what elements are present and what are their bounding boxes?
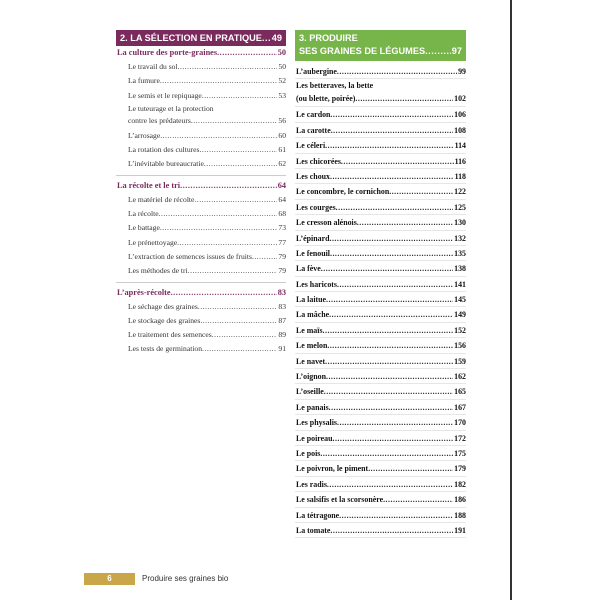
toc-entry[interactable] xyxy=(295,338,466,353)
toc-entry[interactable] xyxy=(295,400,466,415)
entry-label: Le salsifis et la scorsonère xyxy=(296,495,384,505)
entry-page: 167 xyxy=(454,402,466,412)
entry-page: 165 xyxy=(454,387,466,397)
entry-label: Le pois xyxy=(296,448,321,458)
entry-label: Le panais xyxy=(296,402,329,412)
leader-dots xyxy=(325,138,453,152)
entry-label: L’extraction de semences issues de fruits xyxy=(128,251,252,261)
leader-dots xyxy=(327,477,453,491)
entry-page: 108 xyxy=(454,125,466,135)
entry-page: 141 xyxy=(454,279,466,289)
toc-entry[interactable] xyxy=(295,138,466,153)
leader-dots xyxy=(204,157,278,171)
leader-dots xyxy=(332,431,453,445)
toc-column-left xyxy=(116,30,286,357)
leader-dots xyxy=(339,508,453,522)
leader-dots xyxy=(389,184,453,198)
entry-page: 56 xyxy=(278,115,286,125)
toc-entry[interactable] xyxy=(295,354,466,369)
toc-entry[interactable] xyxy=(295,215,466,230)
leader-dots xyxy=(329,400,453,414)
leader-dots xyxy=(202,342,277,356)
entry-page: 175 xyxy=(454,448,466,458)
leader-dots xyxy=(330,169,454,183)
toc-entry[interactable] xyxy=(116,250,286,264)
leader-dots xyxy=(337,415,453,429)
entry-label: Le travail du sol xyxy=(128,62,178,71)
entry-label: La fève xyxy=(296,264,321,274)
entry-page: 179 xyxy=(454,464,466,474)
page-edge-rule xyxy=(510,0,512,600)
entry-line2 xyxy=(296,93,466,106)
entry-page: 87 xyxy=(278,315,286,325)
entry-label: Le céleri xyxy=(296,141,326,151)
toc-entry[interactable] xyxy=(295,508,466,523)
entry-label: Les physalis xyxy=(296,418,338,428)
entry-label: Le melon xyxy=(296,341,328,351)
leader-dots xyxy=(330,523,453,537)
section-2-title: 2. LA SÉLECTION EN PRATIQUE xyxy=(120,33,262,43)
entry-label: Les courges xyxy=(296,202,336,212)
leader-dots xyxy=(188,264,278,278)
toc-entry[interactable] xyxy=(295,200,466,215)
entry-label: Le maïs xyxy=(296,325,323,335)
toc-entry[interactable] xyxy=(116,207,286,221)
leader-dots xyxy=(198,300,278,314)
toc-entry[interactable] xyxy=(116,74,286,88)
entry-label: Le navet xyxy=(296,356,326,366)
entry-label: Le cresson alénois xyxy=(296,218,357,228)
entry-page: 73 xyxy=(278,223,286,233)
leader-dots xyxy=(341,154,454,168)
toc-entry[interactable] xyxy=(295,369,466,384)
entry-page: 132 xyxy=(454,233,466,243)
entry-page: 116 xyxy=(454,156,466,166)
toc-entry[interactable] xyxy=(295,446,466,461)
leader-dots xyxy=(262,30,271,46)
entry-label: Le matériel de récolte xyxy=(128,194,195,204)
toc-entries-right xyxy=(295,64,466,538)
entry-page: 186 xyxy=(454,495,466,505)
entry-label: L’épinard xyxy=(296,233,330,243)
entry-label: Les tests de germination xyxy=(128,344,203,354)
toc-entry[interactable] xyxy=(295,184,466,199)
group-title-label: La récolte et le tri xyxy=(117,180,181,190)
group-title-page: 50 xyxy=(277,48,286,57)
entry-label: L’arrosage xyxy=(128,130,161,140)
toc-entry[interactable] xyxy=(295,123,466,138)
entry-page: 79 xyxy=(278,266,286,276)
leader-dots xyxy=(199,143,277,157)
entry-label: Les méthodes de tri xyxy=(128,266,188,276)
entry-label: Le poireau xyxy=(296,433,333,443)
leader-dots xyxy=(200,314,277,328)
toc-entry[interactable] xyxy=(295,169,466,184)
leader-dots xyxy=(326,292,453,306)
entry-page: 99 xyxy=(458,67,466,76)
entry-label-line1: Le tuteurage et la protection xyxy=(128,103,214,113)
entry-page: 188 xyxy=(454,510,466,520)
toc-entry[interactable] xyxy=(295,461,466,476)
leader-dots xyxy=(160,74,278,88)
entry-page: 191 xyxy=(454,525,466,535)
leader-dots xyxy=(212,328,278,342)
entry-page: 91 xyxy=(278,344,286,354)
leader-dots xyxy=(330,107,453,121)
toc-entry[interactable] xyxy=(295,261,466,276)
leader-dots xyxy=(177,236,277,250)
leader-dots xyxy=(324,384,453,398)
entry-label: Les haricots xyxy=(296,279,337,289)
entry-label: Les radis xyxy=(296,479,327,489)
entry-page: 102 xyxy=(454,93,466,103)
toc-entry[interactable] xyxy=(116,193,286,207)
section-3-title-line2: SES GRAINES DE LÉGUMES xyxy=(299,46,426,56)
leader-dots xyxy=(194,193,277,207)
leader-dots xyxy=(191,115,278,127)
entry-page: 118 xyxy=(454,171,466,181)
entry-label: L’inévitable bureaucratie xyxy=(128,159,204,169)
leader-dots xyxy=(329,231,453,245)
toc-entry[interactable] xyxy=(116,89,286,103)
toc-entry[interactable] xyxy=(116,129,286,143)
entry-label: L’oseille xyxy=(296,387,324,397)
entry-page: 159 xyxy=(454,356,466,366)
leader-dots xyxy=(337,277,453,291)
entry-label: La récolte xyxy=(128,209,159,219)
entry-label: Le séchage des graines xyxy=(128,301,198,311)
entry-page: 79 xyxy=(278,251,286,261)
toc-group-title[interactable] xyxy=(116,286,286,300)
group-divider xyxy=(116,282,286,283)
entry-page: 53 xyxy=(278,90,286,100)
toc-column-right xyxy=(295,30,466,538)
leader-dots xyxy=(337,64,457,78)
entry-page: 145 xyxy=(454,295,466,305)
leader-dots xyxy=(355,93,453,106)
leader-dots xyxy=(321,261,453,275)
toc-entry[interactable] xyxy=(295,292,466,307)
toc-entry[interactable] xyxy=(116,236,286,250)
leader-dots xyxy=(357,215,453,229)
section-2-page: 49 xyxy=(271,33,282,43)
toc-groups-left xyxy=(116,46,286,357)
toc-entry[interactable] xyxy=(295,323,466,338)
toc-entry[interactable] xyxy=(116,264,286,278)
entry-page: 135 xyxy=(454,248,466,258)
group-title-label: L’après-récolte xyxy=(117,287,171,297)
toc-entry[interactable] xyxy=(116,342,286,356)
entry-label-line2: (ou blette, poirée) xyxy=(296,93,356,103)
toc-entry[interactable] xyxy=(295,79,466,107)
entry-page: 122 xyxy=(454,187,466,197)
entry-line2 xyxy=(128,115,286,127)
toc-entry[interactable] xyxy=(295,246,466,261)
toc-group-title[interactable] xyxy=(116,179,286,193)
entry-page: 149 xyxy=(454,310,466,320)
entry-page: 106 xyxy=(454,110,466,120)
group-title-label: La culture des porte-graines xyxy=(117,48,218,57)
section-3-header[interactable] xyxy=(295,30,466,61)
toc-entry[interactable] xyxy=(295,277,466,292)
leader-dots xyxy=(368,461,453,475)
entry-label: Le cardon xyxy=(296,110,331,120)
entry-label: Le stockage des graines xyxy=(128,315,201,325)
entry-page: 52 xyxy=(278,76,286,86)
entry-page: 172 xyxy=(454,433,466,443)
entry-label-line1: Les betteraves, la bette xyxy=(296,81,374,91)
leader-dots xyxy=(252,250,277,264)
entry-label: Les choux xyxy=(296,171,330,181)
entry-page: 77 xyxy=(278,237,286,247)
leader-dots xyxy=(329,307,453,321)
toc-entry[interactable] xyxy=(295,107,466,122)
leader-dots xyxy=(331,123,453,137)
leader-dots xyxy=(160,221,278,235)
toc-entry[interactable] xyxy=(295,523,466,538)
entry-label: L’aubergine xyxy=(296,67,337,76)
section-3-page: 97 xyxy=(451,46,462,56)
leader-dots xyxy=(326,369,453,383)
entry-label: La mâche xyxy=(296,310,330,320)
leader-dots xyxy=(330,246,453,260)
toc-entry[interactable] xyxy=(295,431,466,446)
toc-entry[interactable] xyxy=(295,477,466,492)
toc-entry[interactable] xyxy=(116,300,286,314)
entry-label: La tétragone xyxy=(296,510,340,520)
entry-label: La rotation des cultures xyxy=(128,145,200,155)
toc-entry[interactable] xyxy=(295,154,466,169)
toc-entry[interactable] xyxy=(116,143,286,157)
footer-page-number: 6 xyxy=(84,573,135,585)
entry-page: 170 xyxy=(454,418,466,428)
toc-group-title[interactable] xyxy=(116,46,286,60)
toc-entry[interactable] xyxy=(295,64,466,79)
leader-dots xyxy=(202,89,278,103)
leader-dots xyxy=(180,179,277,193)
entry-label-line2: contre les prédateurs xyxy=(128,115,191,125)
entry-label: Les chicorées xyxy=(296,156,341,166)
entry-page: 152 xyxy=(454,325,466,335)
leader-dots xyxy=(336,200,453,214)
leader-dots xyxy=(323,323,454,337)
entry-label: La tomate xyxy=(296,525,331,535)
entry-label: Le battage xyxy=(128,223,160,233)
entry-label: La carotte xyxy=(296,125,331,135)
entry-label: Le poivron, le piment xyxy=(296,464,369,474)
footer-book-title: Produire ses graines bio xyxy=(142,574,229,583)
entry-page: 61 xyxy=(278,145,286,155)
entry-page: 64 xyxy=(278,194,286,204)
entry-label: Le concombre, le cornichon xyxy=(296,187,390,197)
section-3-title-line1: 3. PRODUIRE xyxy=(299,33,358,43)
leader-dots xyxy=(425,45,451,58)
entry-label: Le prénettoyage xyxy=(128,237,178,247)
leader-dots xyxy=(159,207,278,221)
group-divider xyxy=(116,175,286,176)
entry-label: L’oignon xyxy=(296,372,326,382)
toc-entry[interactable] xyxy=(295,231,466,246)
section-2-header[interactable] xyxy=(116,30,286,46)
entry-page: 68 xyxy=(278,209,286,219)
group-title-page: 83 xyxy=(277,287,286,297)
entry-page: 50 xyxy=(278,62,286,71)
leader-dots xyxy=(160,129,277,143)
entry-page: 138 xyxy=(454,264,466,274)
toc-entry[interactable] xyxy=(295,415,466,430)
toc-entry[interactable] xyxy=(295,384,466,399)
toc-entry[interactable] xyxy=(116,328,286,342)
entry-page: 125 xyxy=(454,202,466,212)
toc-entry[interactable] xyxy=(295,492,466,507)
leader-dots xyxy=(171,286,277,300)
entry-label: La laitue xyxy=(296,295,327,305)
entry-label: Le traitement des semences xyxy=(128,330,212,340)
entry-page: 162 xyxy=(454,372,466,382)
entry-label: Le semis et le repiquage xyxy=(128,90,202,100)
entry-page: 130 xyxy=(454,218,466,228)
leader-dots xyxy=(327,338,453,352)
entry-label: Le fenouil xyxy=(296,248,330,258)
entry-page: 114 xyxy=(454,141,466,151)
toc-entry[interactable] xyxy=(116,157,286,171)
entry-page: 62 xyxy=(278,159,286,169)
entry-page: 60 xyxy=(278,130,286,140)
toc-entry[interactable] xyxy=(116,103,286,129)
toc-entry[interactable] xyxy=(116,60,286,74)
group-title-page: 64 xyxy=(277,180,286,190)
leader-dots xyxy=(325,354,453,368)
leader-dots xyxy=(178,60,278,74)
entry-page: 156 xyxy=(454,341,466,351)
leader-dots xyxy=(217,46,277,60)
leader-dots xyxy=(320,446,453,460)
toc-entry[interactable] xyxy=(295,307,466,322)
entry-label: La fumure xyxy=(128,76,160,86)
toc-entry[interactable] xyxy=(116,221,286,235)
leader-dots xyxy=(383,492,453,506)
entry-page: 83 xyxy=(278,301,286,311)
entry-page: 182 xyxy=(454,479,466,489)
entry-page: 89 xyxy=(278,330,286,340)
toc-entry[interactable] xyxy=(116,314,286,328)
